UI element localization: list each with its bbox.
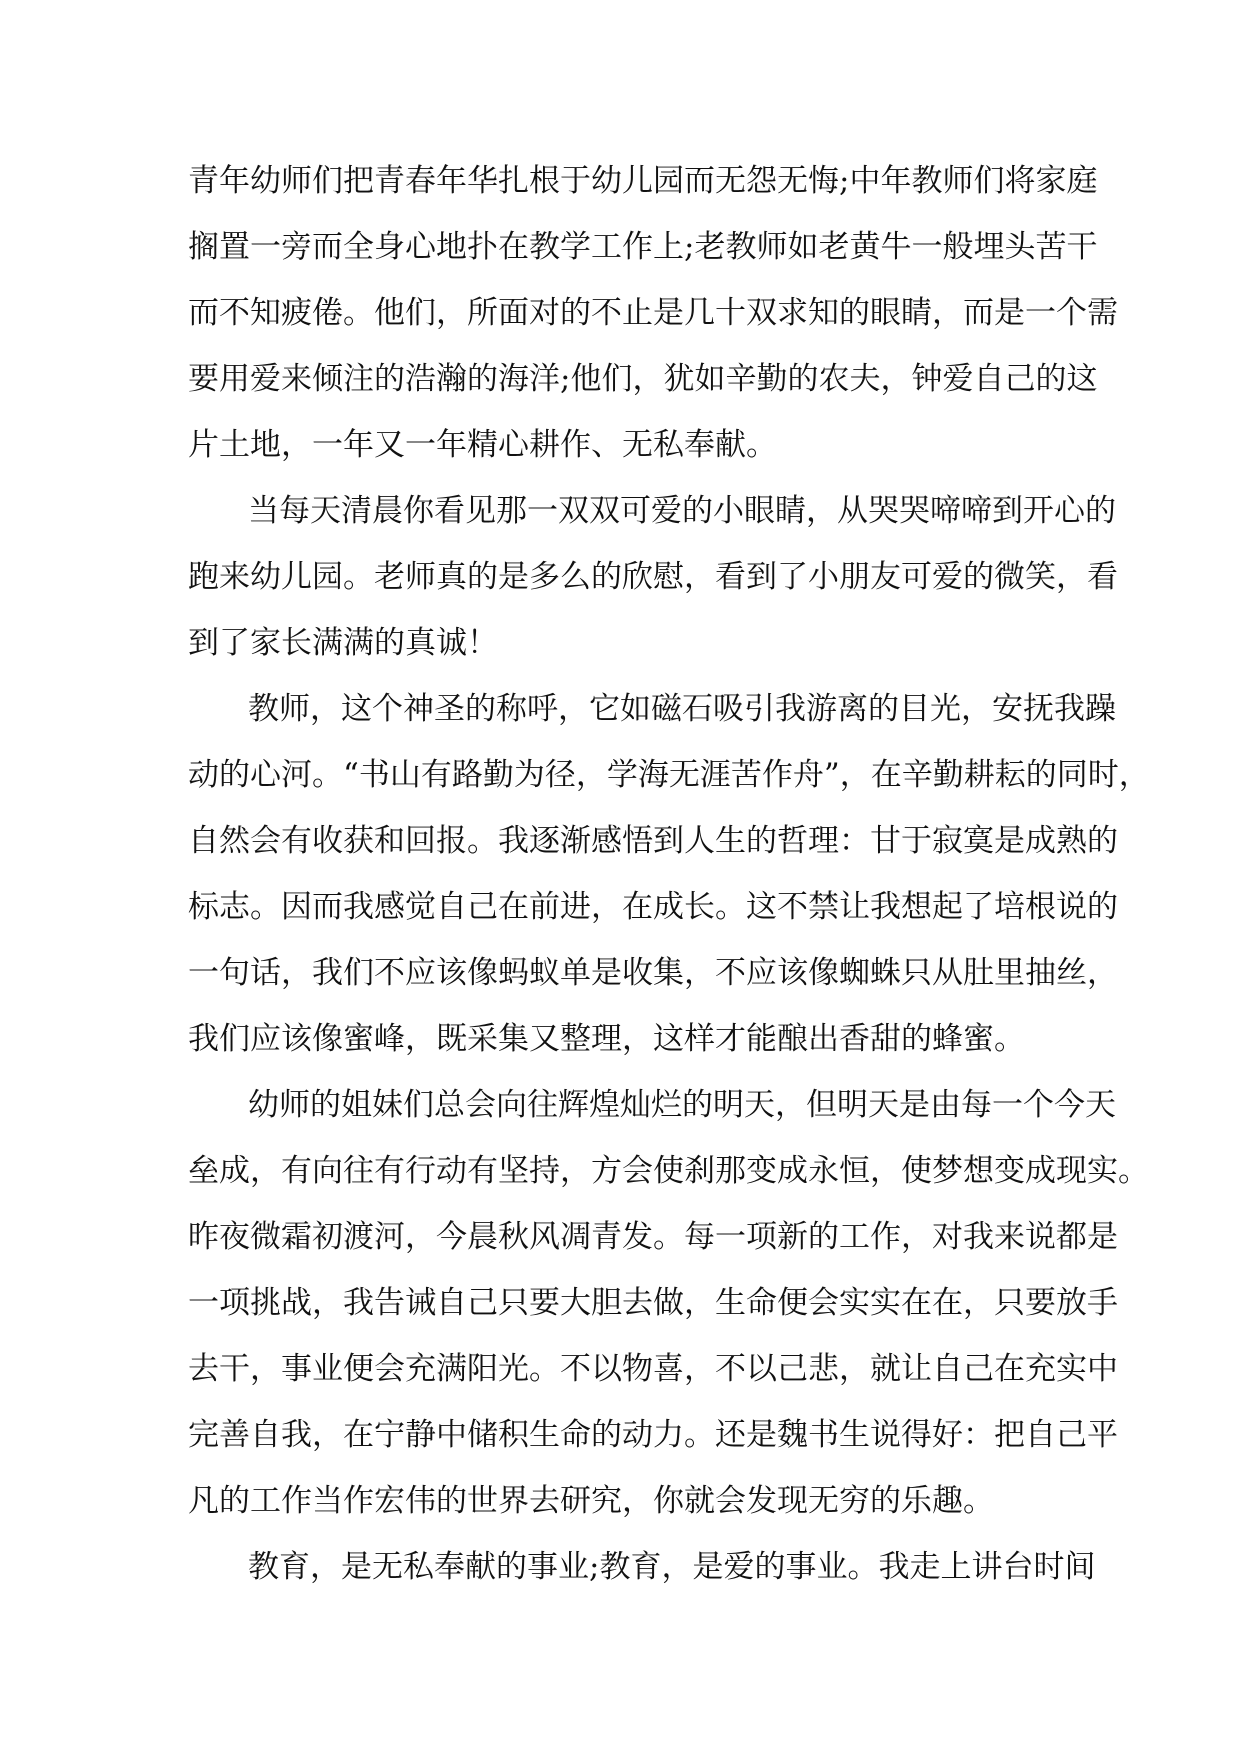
text-line: 垒成，有向往有行动有坚持，方会使刹那变成永恒，使梦想变成现实。 bbox=[188, 1153, 1149, 1189]
text-line: 一句话，我们不应该像蚂蚁单是收集，不应该像蜘蛛只从肚里抽丝， bbox=[188, 955, 1118, 991]
paragraph-start-line: 教师，这个神圣的称呼，它如磁石吸引我游离的目光，安抚我躁 bbox=[248, 691, 1116, 727]
paragraph-start-line: 当每天清晨你看见那一双双可爱的小眼睛，从哭哭啼啼到开心的 bbox=[248, 493, 1116, 529]
paragraph-start-line: 教育，是无私奉献的事业;教育，是爱的事业。我走上讲台时间 bbox=[248, 1549, 1096, 1585]
text-line: 自然会有收获和回报。我逐渐感悟到人生的哲理：甘于寂寞是成熟的 bbox=[188, 823, 1118, 859]
text-line: 去干，事业便会充满阳光。不以物喜，不以己悲，就让自己在充实中 bbox=[188, 1351, 1118, 1387]
text-line: 标志。因而我感觉自己在前进，在成长。这不禁让我想起了培根说的 bbox=[188, 889, 1118, 925]
text-line: 青年幼师们把青春年华扎根于幼儿园而无怨无悔;中年教师们将家庭 bbox=[188, 163, 1098, 199]
text-line: 搁置一旁而全身心地扑在教学工作上;老教师如老黄牛一般埋头苦干 bbox=[188, 229, 1098, 265]
text-line: 昨夜微霜初渡河，今晨秋风凋青发。每一项新的工作，对我来说都是 bbox=[188, 1219, 1118, 1255]
text-line: 到了家长满满的真诚！ bbox=[188, 625, 498, 661]
paragraph-start-line: 幼师的姐妹们总会向往辉煌灿烂的明天，但明天是由每一个今天 bbox=[248, 1087, 1116, 1123]
text-line: 片土地，一年又一年精心耕作、无私奉献。 bbox=[188, 427, 777, 463]
text-line: 完善自我，在宁静中储积生命的动力。还是魏书生说得好：把自己平 bbox=[188, 1417, 1118, 1453]
text-line: 我们应该像蜜峰，既采集又整理，这样才能酿出香甜的蜂蜜。 bbox=[188, 1021, 1025, 1057]
text-line: 动的心河。“书山有路勤为径，学海无涯苦作舟”，在辛勤耕耘的同时， bbox=[188, 757, 1150, 793]
text-line: 跑来幼儿园。老师真的是多么的欣慰，看到了小朋友可爱的微笑，看 bbox=[188, 559, 1118, 595]
text-line: 要用爱来倾注的浩瀚的海洋;他们，犹如辛勤的农夫，钟爱自己的这 bbox=[188, 361, 1098, 397]
text-line: 一项挑战，我告诫自己只要大胆去做，生命便会实实在在，只要放手 bbox=[188, 1285, 1118, 1321]
text-line: 而不知疲倦。他们，所面对的不止是几十双求知的眼睛，而是一个需 bbox=[188, 295, 1118, 331]
text-line: 凡的工作当作宏伟的世界去研究，你就会发现无穷的乐趣。 bbox=[188, 1483, 994, 1519]
